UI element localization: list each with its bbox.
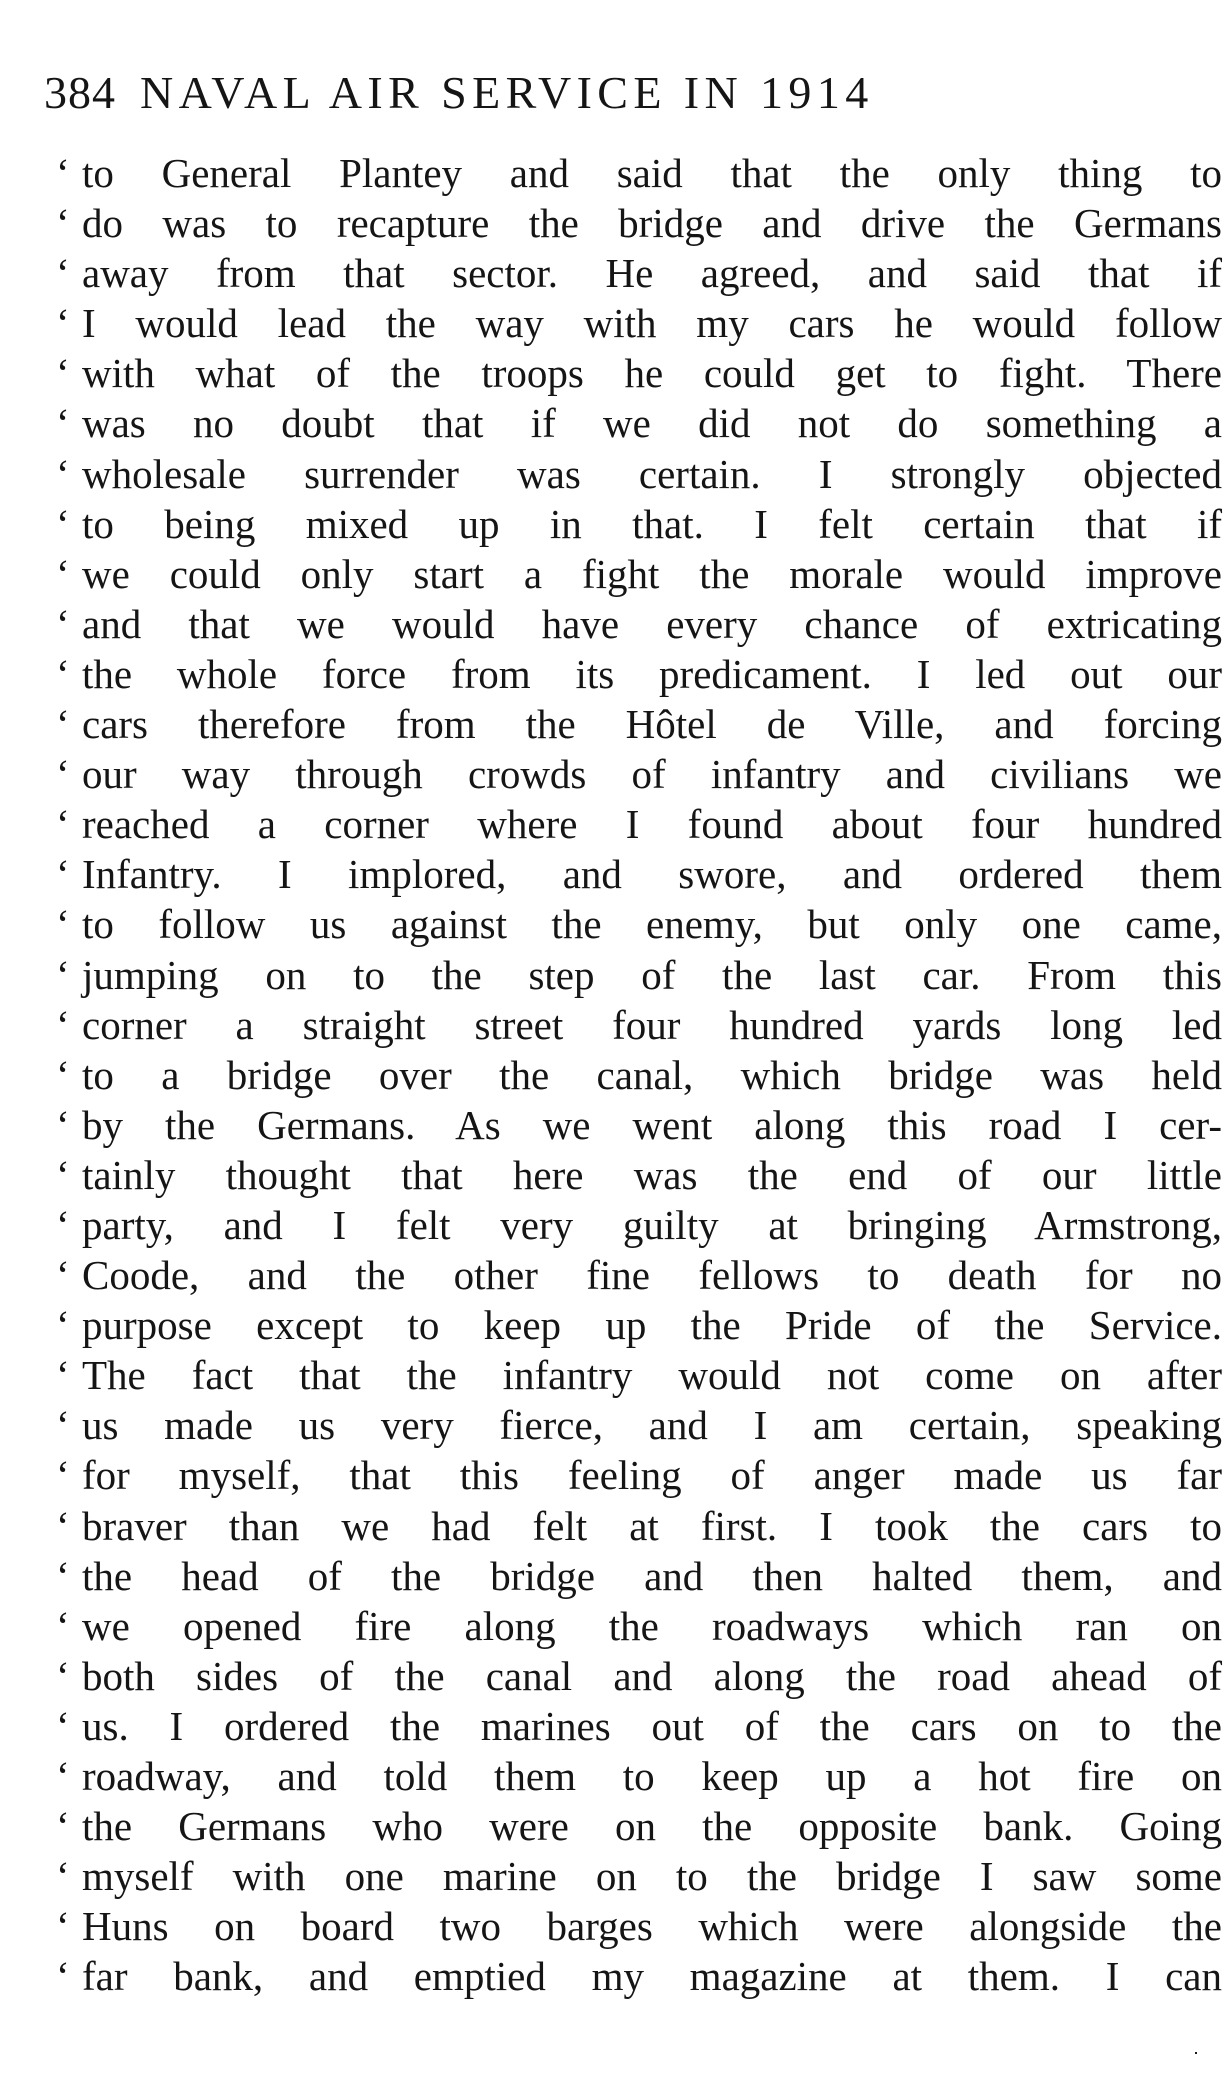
text-line [56, 1951, 1222, 2001]
text-line [56, 699, 1222, 749]
line-text: the head of the bridge and then halted them, and [82, 1552, 1222, 1599]
text-line [56, 348, 1222, 398]
opening-quote-mark: ‘ [56, 701, 70, 748]
opening-quote-mark: ‘ [56, 600, 70, 647]
opening-quote-mark: ‘ [56, 1502, 70, 1549]
line-text: both sides of the canal and along the road ahead of [82, 1652, 1222, 1699]
opening-quote-mark: ‘ [56, 1252, 70, 1299]
text-line [56, 1701, 1222, 1751]
opening-quote-mark: ‘ [56, 901, 70, 948]
opening-quote-mark: ‘ [56, 1552, 70, 1599]
text-line [56, 649, 1222, 699]
text-line [56, 1250, 1222, 1300]
text-line [56, 1350, 1222, 1400]
text-line [56, 449, 1222, 499]
text-line [56, 599, 1222, 649]
text-line [56, 1801, 1222, 1851]
line-text: to being mixed up in that. I felt certain that if [82, 500, 1222, 547]
line-text: corner a straight street four hundred yards long led [82, 1001, 1222, 1048]
opening-quote-mark: ‘ [56, 300, 70, 347]
opening-quote-mark: ‘ [56, 851, 70, 898]
text-line [56, 398, 1222, 448]
opening-quote-mark: ‘ [56, 1452, 70, 1499]
line-text: with what of the troops he could get to fight. There [82, 350, 1222, 397]
page-header [44, 66, 1164, 136]
line-text: Huns on board two barges which were alongside the [82, 1903, 1222, 1950]
page-number: 384 [44, 67, 116, 118]
line-text: by the Germans. As we went along this road I cer- [82, 1101, 1222, 1148]
text-line [56, 298, 1222, 348]
line-text: was no doubt that if we did not do something a [82, 400, 1222, 447]
opening-quote-mark: ‘ [56, 400, 70, 447]
text-line [56, 1100, 1222, 1150]
running-title: NAVAL AIR SERVICE IN 1914 [140, 67, 874, 118]
text-line [56, 1851, 1222, 1901]
line-text: to a bridge over the canal, which bridge was held [82, 1051, 1222, 1098]
text-line [56, 849, 1222, 899]
opening-quote-mark: ‘ [56, 951, 70, 998]
text-line [56, 1200, 1222, 1250]
text-line [56, 899, 1222, 949]
text-line [56, 1400, 1222, 1450]
line-text: braver than we had felt at first. I took the cars to [82, 1502, 1222, 1549]
opening-quote-mark: ‘ [56, 200, 70, 247]
text-line [56, 950, 1222, 1000]
text-line [56, 749, 1222, 799]
opening-quote-mark: ‘ [56, 1001, 70, 1048]
opening-quote-mark: ‘ [56, 1953, 70, 2000]
line-text: the whole force from its predicament. I led out our [82, 650, 1222, 697]
opening-quote-mark: ‘ [56, 801, 70, 848]
line-text: purpose except to keep up the Pride of the Service. [82, 1302, 1222, 1349]
line-text: Infantry. I implored, and swore, and ordered them [82, 851, 1222, 898]
text-line [56, 1000, 1222, 1050]
line-text: away from that sector. He agreed, and said that if [82, 250, 1222, 297]
opening-quote-mark: ‘ [56, 1101, 70, 1148]
line-text: do was to recapture the bridge and drive the Germans [82, 200, 1222, 247]
line-text: roadway, and told them to keep up a hot fire on [82, 1753, 1222, 1799]
opening-quote-mark: ‘ [56, 500, 70, 547]
text-line [56, 499, 1222, 549]
text-line [56, 1300, 1222, 1350]
text-line [56, 198, 1222, 248]
line-text: wholesale surrender was certain. I strongly objected [82, 450, 1222, 497]
line-text: Coode, and the other fine fellows to death for no [82, 1252, 1222, 1299]
line-text: the Germans who were on the opposite bank. Going [82, 1803, 1222, 1850]
line-text: myself with one marine on to the bridge I saw some [82, 1853, 1222, 1900]
opening-quote-mark: ‘ [56, 1753, 70, 1799]
opening-quote-mark: ‘ [56, 1702, 70, 1749]
line-text: our way through crowds of infantry and civilians we [82, 751, 1222, 798]
line-text: cars therefore from the Hôtel de Ville, and forcing [82, 701, 1222, 748]
line-text: we could only start a fight the morale would improve [82, 550, 1222, 597]
text-line [56, 1651, 1222, 1701]
line-text: to General Plantey and said that the only thing to [82, 150, 1222, 196]
line-text: us. I ordered the marines out of the cars on to the [82, 1702, 1222, 1749]
text-line [56, 1751, 1222, 1801]
line-text: party, and I felt very guilty at bringing Armstrong, [82, 1201, 1222, 1248]
line-text: jumping on to the step of the last car. From this [82, 951, 1222, 998]
opening-quote-mark: ‘ [56, 1201, 70, 1248]
text-line [56, 549, 1222, 599]
opening-quote-mark: ‘ [56, 150, 70, 196]
opening-quote-mark: ‘ [56, 550, 70, 597]
line-text: us made us very fierce, and I am certain, speaking [82, 1402, 1222, 1449]
opening-quote-mark: ‘ [56, 1602, 70, 1649]
text-line [56, 1150, 1222, 1200]
line-text: The fact that the infantry would not come on after [82, 1352, 1222, 1399]
print-speck [1195, 2052, 1197, 2054]
opening-quote-mark: ‘ [56, 1051, 70, 1098]
text-line [56, 1501, 1222, 1551]
text-line [56, 148, 1222, 198]
opening-quote-mark: ‘ [56, 1853, 70, 1900]
line-text: we opened fire along the roadways which ran on [82, 1602, 1222, 1649]
line-text: I would lead the way with my cars he would follow [82, 300, 1222, 347]
line-text: to follow us against the enemy, but only one came, [82, 901, 1222, 948]
opening-quote-mark: ‘ [56, 350, 70, 397]
line-text: far bank, and emptied my magazine at them. I can [82, 1953, 1222, 2000]
opening-quote-mark: ‘ [56, 250, 70, 297]
body-text [56, 148, 1222, 2001]
text-line [56, 1450, 1222, 1500]
opening-quote-mark: ‘ [56, 751, 70, 798]
opening-quote-mark: ‘ [56, 450, 70, 497]
text-line [56, 248, 1222, 298]
text-line [56, 1551, 1222, 1601]
opening-quote-mark: ‘ [56, 1151, 70, 1198]
text-line [56, 1601, 1222, 1651]
opening-quote-mark: ‘ [56, 1903, 70, 1950]
text-line [56, 1050, 1222, 1100]
opening-quote-mark: ‘ [56, 1302, 70, 1349]
line-text: for myself, that this feeling of anger made us far [82, 1452, 1222, 1499]
line-text: reached a corner where I found about four hundred [82, 801, 1222, 848]
opening-quote-mark: ‘ [56, 1352, 70, 1399]
line-text: and that we would have every chance of extricating [82, 600, 1222, 647]
opening-quote-mark: ‘ [56, 1803, 70, 1850]
opening-quote-mark: ‘ [56, 1652, 70, 1699]
opening-quote-mark: ‘ [56, 650, 70, 697]
line-text: tainly thought that here was the end of our little [82, 1151, 1222, 1198]
text-line [56, 799, 1222, 849]
opening-quote-mark: ‘ [56, 1402, 70, 1449]
text-line [56, 1901, 1222, 1951]
